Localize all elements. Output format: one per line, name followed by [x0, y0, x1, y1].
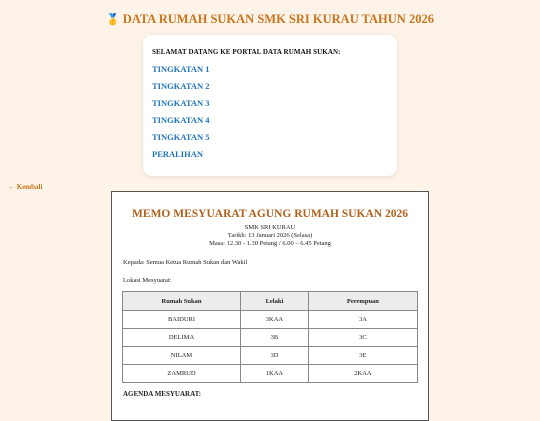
table-cell: NILAM	[123, 347, 241, 365]
page-title-text: DATA RUMAH SUKAN SMK SRI KURAU TAHUN 2026	[122, 12, 434, 26]
table-cell: 1KAA	[241, 365, 309, 383]
memo-location-label: Lokasi Mesyuarat:	[123, 277, 172, 284]
nav-link-peralihan[interactable]: PERALIHAN	[152, 149, 204, 159]
back-link[interactable]: ← Kembali	[8, 183, 43, 191]
table-cell: 3C	[308, 329, 417, 347]
table-cell: BAIDURI	[123, 311, 241, 329]
table-row	[123, 347, 418, 365]
nav-link-tingkatan-3[interactable]: TINGKATAN 3	[152, 98, 210, 108]
table-cell: 3E	[308, 347, 417, 365]
table-cell: ZAMRUD	[123, 365, 241, 383]
table-row	[123, 329, 418, 347]
nav-link-tingkatan-1[interactable]: TINGKATAN 1	[152, 64, 210, 74]
memo-school: SMK SRI KURAU	[244, 224, 296, 231]
memo-document	[111, 191, 429, 421]
nav-link-tingkatan-4[interactable]: TINGKATAN 4	[152, 115, 210, 125]
portal-nav-card	[143, 35, 397, 176]
table-cell: 3A	[308, 311, 417, 329]
nav-heading: SELAMAT DATANG KE PORTAL DATA RUMAH SUKAN:	[152, 48, 341, 56]
column-header-perempuan: Perempuan	[308, 292, 417, 311]
nav-link-tingkatan-5[interactable]: TINGKATAN 5	[152, 132, 210, 142]
memo-recipients: Kepada: Semua Ketua Rumah Sukan dan Wakil	[123, 259, 248, 266]
table-cell: 3D	[241, 347, 309, 365]
table-cell: 2KAA	[308, 365, 417, 383]
table-row	[123, 365, 418, 383]
table-header-row	[123, 292, 418, 311]
page-title	[0, 12, 540, 27]
memo-date: Tarikh: 13 Januari 2026 (Selasa)	[227, 232, 313, 239]
agenda-heading: AGENDA MESYUARAT:	[123, 390, 202, 398]
column-header-lelaki: Lelaki	[241, 292, 309, 311]
medal-icon: 🥇	[106, 13, 120, 26]
column-header-rumah-sukan: Rumah Sukan	[123, 292, 241, 311]
table-cell: DELIMA	[123, 329, 241, 347]
table-cell: 3B	[241, 329, 309, 347]
table-row	[123, 311, 418, 329]
memo-time: Masa: 12.30 - 1.30 Petang / 6.00 – 6.45 Petang	[209, 240, 331, 247]
nav-link-tingkatan-2[interactable]: TINGKATAN 2	[152, 81, 210, 91]
location-table	[122, 291, 418, 383]
table-cell: 3KAA	[241, 311, 309, 329]
memo-title: MEMO MESYUARAT AGUNG RUMAH SUKAN 2026	[132, 208, 408, 220]
